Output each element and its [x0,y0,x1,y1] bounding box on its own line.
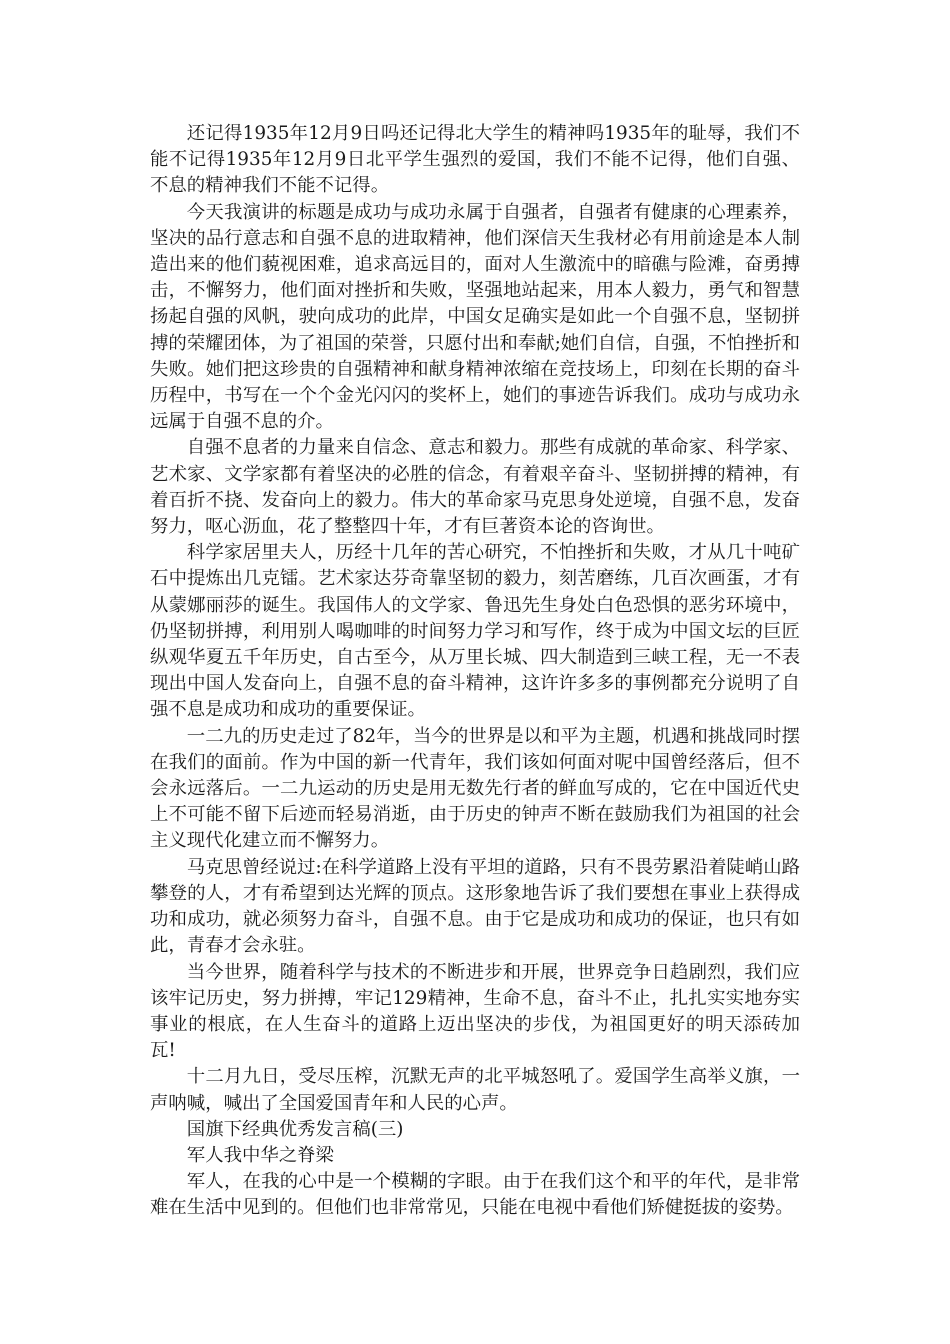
paragraph-5: 一二九的历史走过了82年，当今的世界是以和平为主题，机遇和挑战同时摆在我们的面前。作为中国的新一代青年，我们该如何面对呢中国曾经落后，但不会永远落后。一二九运动的历史是用无数先行者的鲜血写成的，它在中国近代史上不可能不留下后迹而轻易消逝，由于历史的钟声不断在鼓励我们为祖国的社会主义现代化建立而不懈努力。 [150,725,800,852]
section-subheading: 军人我中华之脊梁 [186,1144,334,1166]
paragraph-6: 马克思曾经说过:在科学道路上没有平坦的道路，只有不畏劳累沿着陡峭山路攀登的人，才有希望到达光辉的顶点。这形象地告诉了我们要想在事业上获得成功和成功，就必须努力奋斗，自强不息。由于它是成功和成功的保证，也只有如此，青春才会永驻。 [150,856,800,957]
paragraph-7: 当今世界，随着科学与技术的不断进步和开展，世界竞争日趋剧烈，我们应该牢记历史，努力拼搏，牢记129精神，生命不息，奋斗不止，扎扎实实地夯实事业的根底，在人生奋斗的道路上迈出坚决的步伐，为祖国更好的明天添砖加瓦! [150,961,800,1062]
paragraph-3: 自强不息者的力量来自信念、意志和毅力。那些有成就的革命家、科学家、艺术家、文学家都有着坚决的必胜的信念，有着艰辛奋斗、坚韧拼搏的精神，有着百折不挠、发奋向上的毅力。伟大的革命家马克思身处逆境，自强不息，发奋努力，呕心沥血，花了整整四十年，才有巨著资本论的咨询世。 [150,437,800,538]
paragraph-2: 今天我演讲的标题是成功与成功永属于自强者，自强者有健康的心理素养，坚决的品行意志和自强不息的进取精神，他们深信天生我材必有用前途是本人制造出来的他们藐视困难，追求高远目的，面对人生激流中的暗礁与险滩，奋勇搏击，不懈努力，他们面对挫折和失败，坚强地站起来，用本人毅力，勇气和智慧扬起自强的风帆，驶向成功的此岸，中国女足确实是如此一个自强不息，坚韧拼搏的荣耀团体，为了祖国的荣誉，只愿付出和奉献;她们自信，自强，不怕挫折和失败。她们把这珍贵的自强精神和献身精神浓缩在竞技场上，印刻在长期的奋斗历程中，书写在一个个金光闪闪的奖杯上，她们的事迹告诉我们。成功与成功永远属于自强不息的介。 [150,201,800,433]
paragraph-8: 十二月九日，受尽压榨，沉默无声的北平城怒吼了。爱国学生高举义旗，一声呐喊，喊出了全国爱国青年和人民的心声。 [150,1066,800,1114]
document-body [150,121,800,1222]
paragraph-4: 科学家居里夫人，历经十几年的苦心研究，不怕挫折和失败，才从几十吨矿石中提炼出几克镭。艺术家达芬奇靠坚韧的毅力，刻苦磨练，几百次画蛋，才有从蒙娜丽莎的诞生。我国伟人的文学家、鲁迅先生身处白色恐惧的恶劣环境中，仍坚韧拼搏，利用别人喝咖啡的时间努力学习和写作，终于成为中国文坛的巨匠纵观华夏五千年历史，自古至今，从万里长城、四大制造到三峡工程，无一不表现出中国人发奋向上，自强不息的奋斗精神，这许许多多的事例都充分说明了自强不息是成功和成功的重要保证。 [150,542,800,721]
section-heading: 国旗下经典优秀发言稿(三) [186,1118,404,1140]
paragraph-9: 军人，在我的心中是一个模糊的字眼。由于在我们这个和平的年代，是非常难在生活中见到的。但他们也非常常见，只能在电视中看他们矫健挺拔的姿势。 [150,1171,800,1219]
paragraph-1: 还记得1935年12月9日吗还记得北大学生的精神吗1935年的耻辱，我们不能不记得1935年12月9日北平学生强烈的爱国，我们不能不记得，他们自强、不息的精神我们不能不记得。 [150,123,800,197]
